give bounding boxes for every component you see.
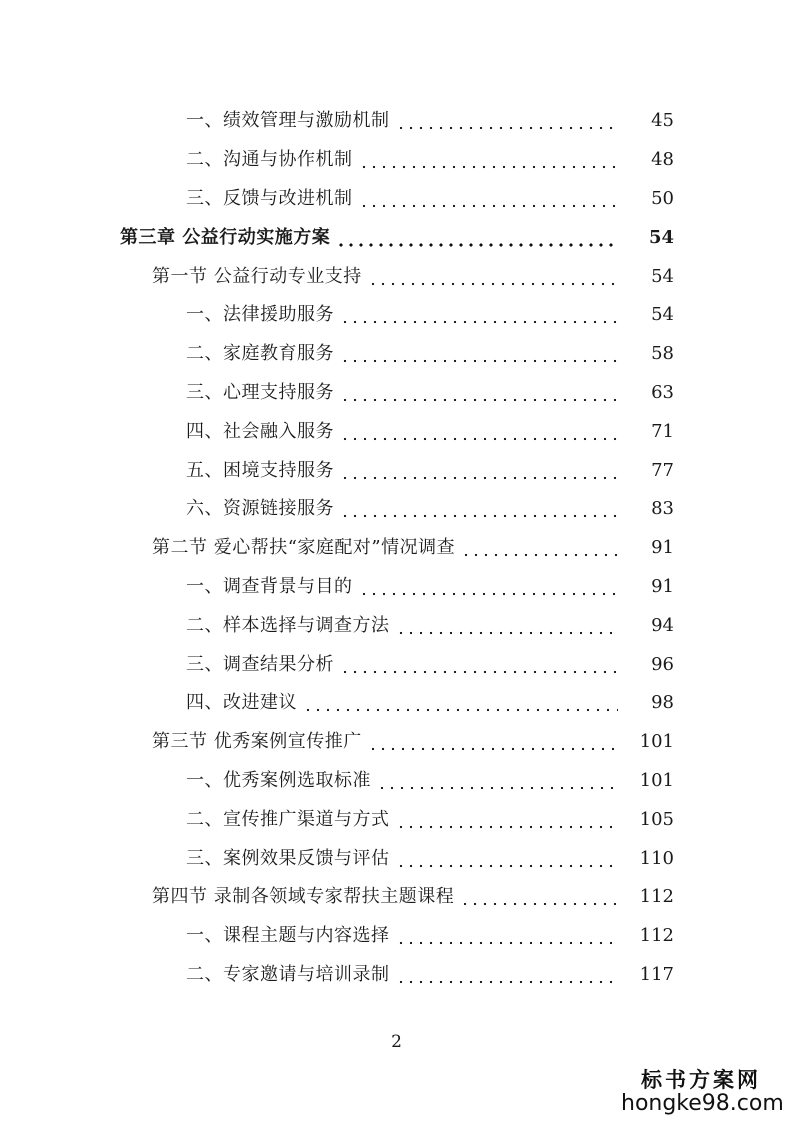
toc-entry-page: 48 xyxy=(651,149,674,171)
toc-dot-leader xyxy=(359,151,619,169)
toc-entry-page: 112 xyxy=(639,925,674,947)
toc-dot-leader xyxy=(340,345,618,363)
toc-entry-page: 105 xyxy=(639,808,674,830)
toc-subsection-entry[interactable] xyxy=(0,102,793,141)
toc-dot-leader xyxy=(396,927,619,945)
toc-entry-title: 一、绩效管理与激励机制 xyxy=(186,110,390,132)
toc-entry-title: 三、反馈与改进机制 xyxy=(186,187,353,209)
page-number: 2 xyxy=(391,1032,402,1052)
toc-entry-page: 94 xyxy=(651,614,674,636)
toc-dot-leader xyxy=(396,112,619,130)
toc-entry-page: 54 xyxy=(651,304,674,326)
toc-subsection-entry[interactable] xyxy=(0,645,793,684)
toc-subsection-entry[interactable] xyxy=(0,451,793,490)
toc-entry-page: 83 xyxy=(651,498,674,520)
toc-subsection-entry[interactable] xyxy=(0,490,793,529)
toc-entry-title: 四、社会融入服务 xyxy=(186,420,334,442)
toc-subsection-entry[interactable] xyxy=(0,296,793,335)
toc-subsection-entry[interactable] xyxy=(0,917,793,956)
toc-entry-page: 63 xyxy=(651,381,674,403)
toc-entry-page: 117 xyxy=(639,963,674,985)
toc-subsection-entry[interactable] xyxy=(0,606,793,645)
toc-entry-title: 三、案例效果反馈与评估 xyxy=(186,847,390,869)
toc-dot-leader xyxy=(396,966,619,984)
toc-entry-title: 一、调查背景与目的 xyxy=(186,575,353,597)
toc-subsection-entry[interactable] xyxy=(0,956,793,995)
table-of-contents xyxy=(0,102,793,994)
toc-dot-leader xyxy=(336,229,618,247)
toc-dot-leader xyxy=(359,578,619,596)
watermark-url: hongke98.com xyxy=(621,1090,784,1116)
toc-dot-leader xyxy=(303,694,618,712)
toc-dot-leader xyxy=(396,617,619,635)
toc-entry-title: 第二节 爱心帮扶“家庭配对”情况调查 xyxy=(152,537,456,559)
toc-dot-leader xyxy=(340,423,618,441)
toc-chapter-entry[interactable] xyxy=(0,218,793,257)
toc-subsection-entry[interactable] xyxy=(0,684,793,723)
toc-subsection-entry[interactable] xyxy=(0,412,793,451)
toc-entry-page: 112 xyxy=(639,886,674,908)
toc-subsection-entry[interactable] xyxy=(0,568,793,607)
toc-subsection-entry[interactable] xyxy=(0,374,793,413)
watermark-logo xyxy=(621,1067,784,1116)
toc-entry-page: 54 xyxy=(648,226,674,248)
toc-subsection-entry[interactable] xyxy=(0,800,793,839)
toc-subsection-entry[interactable] xyxy=(0,762,793,801)
toc-dot-leader xyxy=(340,306,618,324)
toc-entry-page: 101 xyxy=(639,769,674,791)
watermark-name: 标书方案网 xyxy=(641,1067,761,1092)
toc-subsection-entry[interactable] xyxy=(0,335,793,374)
toc-entry-title: 四、改进建议 xyxy=(186,692,297,714)
toc-entry-page: 71 xyxy=(651,420,674,442)
toc-entry-page: 110 xyxy=(639,847,674,869)
toc-entry-title: 一、法律援助服务 xyxy=(186,304,334,326)
toc-entry-title: 二、宣传推广渠道与方式 xyxy=(186,808,390,830)
toc-subsection-entry[interactable] xyxy=(0,141,793,180)
toc-entry-page: 98 xyxy=(651,692,674,714)
toc-entry-page: 45 xyxy=(651,110,674,132)
toc-entry-title: 五、困境支持服务 xyxy=(186,459,334,481)
toc-subsection-entry[interactable] xyxy=(0,839,793,878)
toc-entry-title: 第三章 公益行动实施方案 xyxy=(120,226,331,248)
toc-entry-page: 58 xyxy=(651,343,674,365)
toc-entry-title: 一、优秀案例选取标准 xyxy=(186,769,371,791)
toc-dot-leader xyxy=(368,733,618,751)
toc-entry-page: 91 xyxy=(651,575,674,597)
toc-subsection-entry[interactable] xyxy=(0,180,793,219)
toc-entry-page: 101 xyxy=(639,731,674,753)
toc-dot-leader xyxy=(340,656,618,674)
toc-dot-leader xyxy=(460,888,618,906)
toc-entry-title: 二、沟通与协作机制 xyxy=(186,149,353,171)
toc-entry-page: 96 xyxy=(651,653,674,675)
toc-section-entry[interactable] xyxy=(0,529,793,568)
toc-dot-leader xyxy=(359,190,619,208)
toc-dot-leader xyxy=(396,850,619,868)
toc-entry-title: 六、资源链接服务 xyxy=(186,498,334,520)
toc-section-entry[interactable] xyxy=(0,723,793,762)
toc-entry-title: 第一节 公益行动专业支持 xyxy=(152,265,362,287)
toc-entry-title: 二、专家邀请与培训录制 xyxy=(186,963,390,985)
toc-entry-page: 91 xyxy=(651,537,674,559)
toc-entry-page: 50 xyxy=(651,187,674,209)
toc-dot-leader xyxy=(396,811,619,829)
toc-entry-title: 第四节 录制各领域专家帮扶主题课程 xyxy=(152,886,455,908)
toc-entry-page: 77 xyxy=(651,459,674,481)
toc-entry-page: 54 xyxy=(651,265,674,287)
toc-entry-title: 二、样本选择与调查方法 xyxy=(186,614,390,636)
toc-dot-leader xyxy=(340,384,618,402)
toc-dot-leader xyxy=(340,462,618,480)
toc-entry-title: 二、家庭教育服务 xyxy=(186,343,334,365)
toc-dot-leader xyxy=(461,539,618,557)
toc-dot-leader xyxy=(340,500,618,518)
toc-entry-title: 一、课程主题与内容选择 xyxy=(186,925,390,947)
toc-entry-title: 三、调查结果分析 xyxy=(186,653,334,675)
toc-entry-title: 三、心理支持服务 xyxy=(186,381,334,403)
toc-entry-title: 第三节 优秀案例宣传推广 xyxy=(152,731,362,753)
toc-section-entry[interactable] xyxy=(0,878,793,917)
toc-dot-leader xyxy=(377,772,618,790)
toc-dot-leader xyxy=(368,268,618,286)
toc-section-entry[interactable] xyxy=(0,257,793,296)
